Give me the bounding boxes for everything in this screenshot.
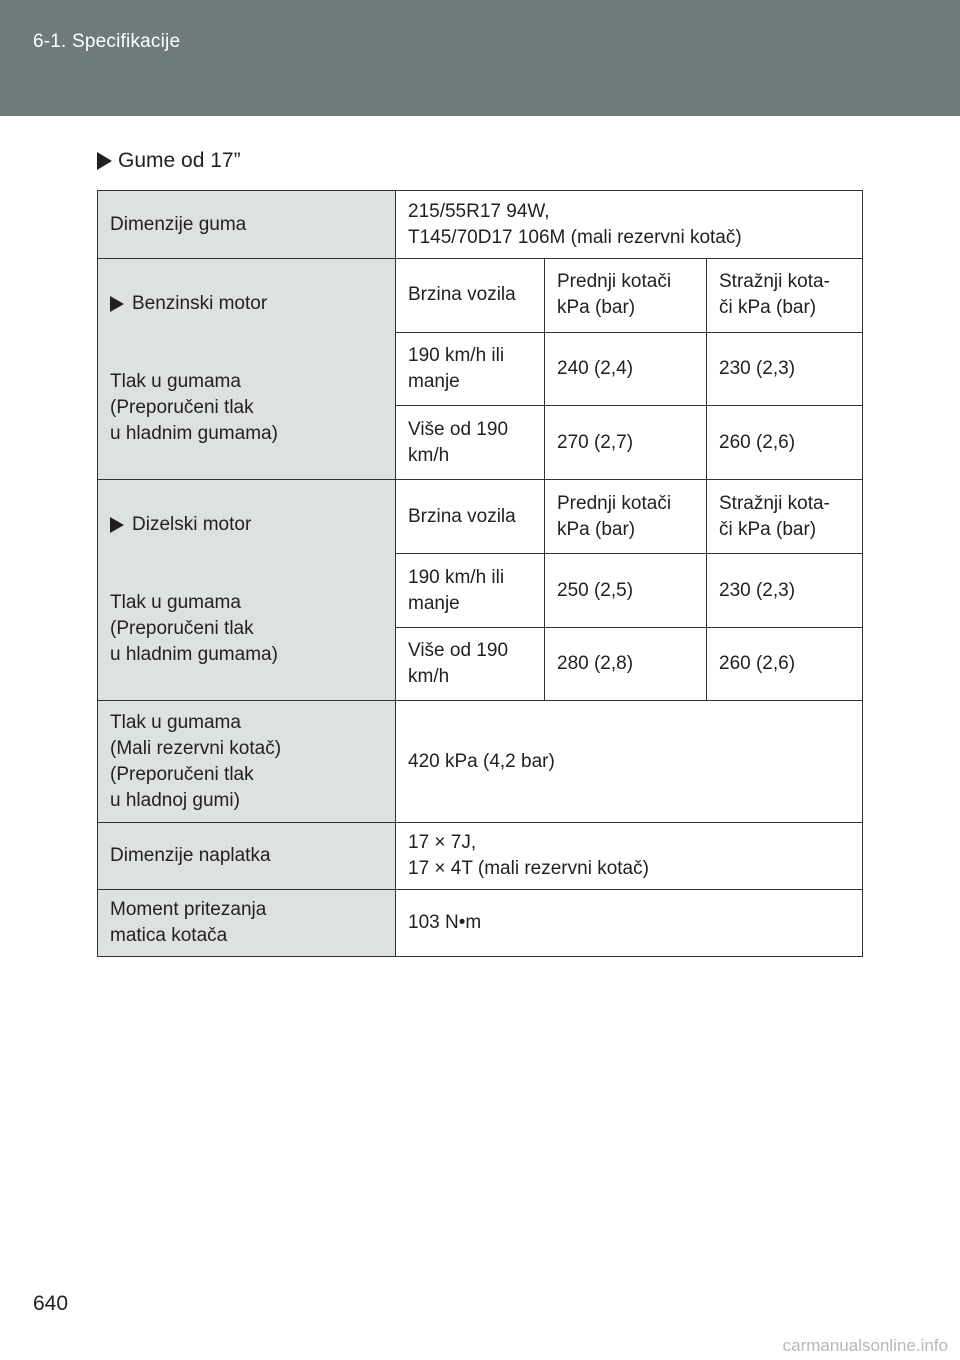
diesel-motor-heading (110, 512, 383, 538)
header-bar (0, 0, 960, 116)
diesel-front-1: 250 (2,5) (545, 554, 707, 627)
subsection-heading (97, 149, 241, 173)
petrol-col-front: Prednji kotači kPa (bar) (545, 259, 707, 333)
table-row-diesel-header (98, 480, 863, 554)
petrol-front-1: 240 (2,4) (545, 332, 707, 406)
petrol-front-2: 270 (2,7) (545, 406, 707, 480)
diesel-label-cell (98, 480, 396, 701)
diesel-col-rear: Stražnji kota- či kPa (bar) (707, 480, 863, 554)
petrol-col-rear: Stražnji kota- či kPa (bar) (707, 259, 863, 333)
subsection-heading-text: Gume od 17” (118, 149, 241, 172)
watermark: carmanualsonline.info (782, 1336, 948, 1355)
petrol-motor-label: Benzinski motor (132, 293, 268, 314)
diesel-front-2: 280 (2,8) (545, 627, 707, 700)
diesel-rear-1: 230 (2,3) (707, 554, 863, 627)
triangle-bullet-icon (110, 296, 124, 312)
triangle-bullet-icon (97, 152, 112, 170)
petrol-rear-2: 260 (2,6) (707, 406, 863, 480)
torque-label: Moment pritezanja matica kotača (98, 890, 396, 957)
tire-size-label: Dimenzije guma (98, 191, 396, 259)
diesel-col-speed: Brzina vozila (396, 480, 545, 554)
spare-pressure-label: Tlak u gumama (Mali rezervni kotač) (Preporučeni tlak u hladnoj gumi) (98, 701, 396, 823)
diesel-motor-label: Dizelski motor (132, 514, 252, 535)
diesel-rear-2: 260 (2,6) (707, 627, 863, 700)
rim-size-label: Dimenzije naplatka (98, 823, 396, 890)
petrol-pressure-label: Tlak u gumama (Preporučeni tlak u hladnim gumama) (110, 371, 278, 444)
spare-pressure-value: 420 kPa (4,2 bar) (396, 701, 863, 823)
diesel-pressure-label: Tlak u gumama (Preporučeni tlak u hladnim gumama) (110, 592, 278, 665)
table-row-tire-size (98, 191, 863, 259)
rim-size-value: 17 × 7J, 17 × 4T (mali rezervni kotač) (396, 823, 863, 890)
table-row-petrol-header (98, 259, 863, 333)
tire-size-value: 215/55R17 94W, T145/70D17 106M (mali rezervni kotač) (396, 191, 863, 259)
petrol-rear-1: 230 (2,3) (707, 332, 863, 406)
tire-spec-table (97, 190, 863, 957)
diesel-col-front: Prednji kotači kPa (bar) (545, 480, 707, 554)
torque-value: 103 N•m (396, 890, 863, 957)
petrol-motor-heading (110, 291, 383, 317)
diesel-speed-1: 190 km/h ili manje (396, 554, 545, 627)
table-row-spare (98, 701, 863, 823)
section-title: 6-1. Specifikacije (33, 31, 181, 52)
page-number: 640 (33, 1292, 69, 1315)
triangle-bullet-icon (110, 517, 124, 533)
petrol-label-cell (98, 259, 396, 480)
petrol-speed-2: Više od 190 km/h (396, 406, 545, 480)
petrol-speed-1: 190 km/h ili manje (396, 332, 545, 406)
table-row-rim (98, 823, 863, 890)
diesel-speed-2: Više od 190 km/h (396, 627, 545, 700)
table-row-torque (98, 890, 863, 957)
petrol-col-speed: Brzina vozila (396, 259, 545, 333)
